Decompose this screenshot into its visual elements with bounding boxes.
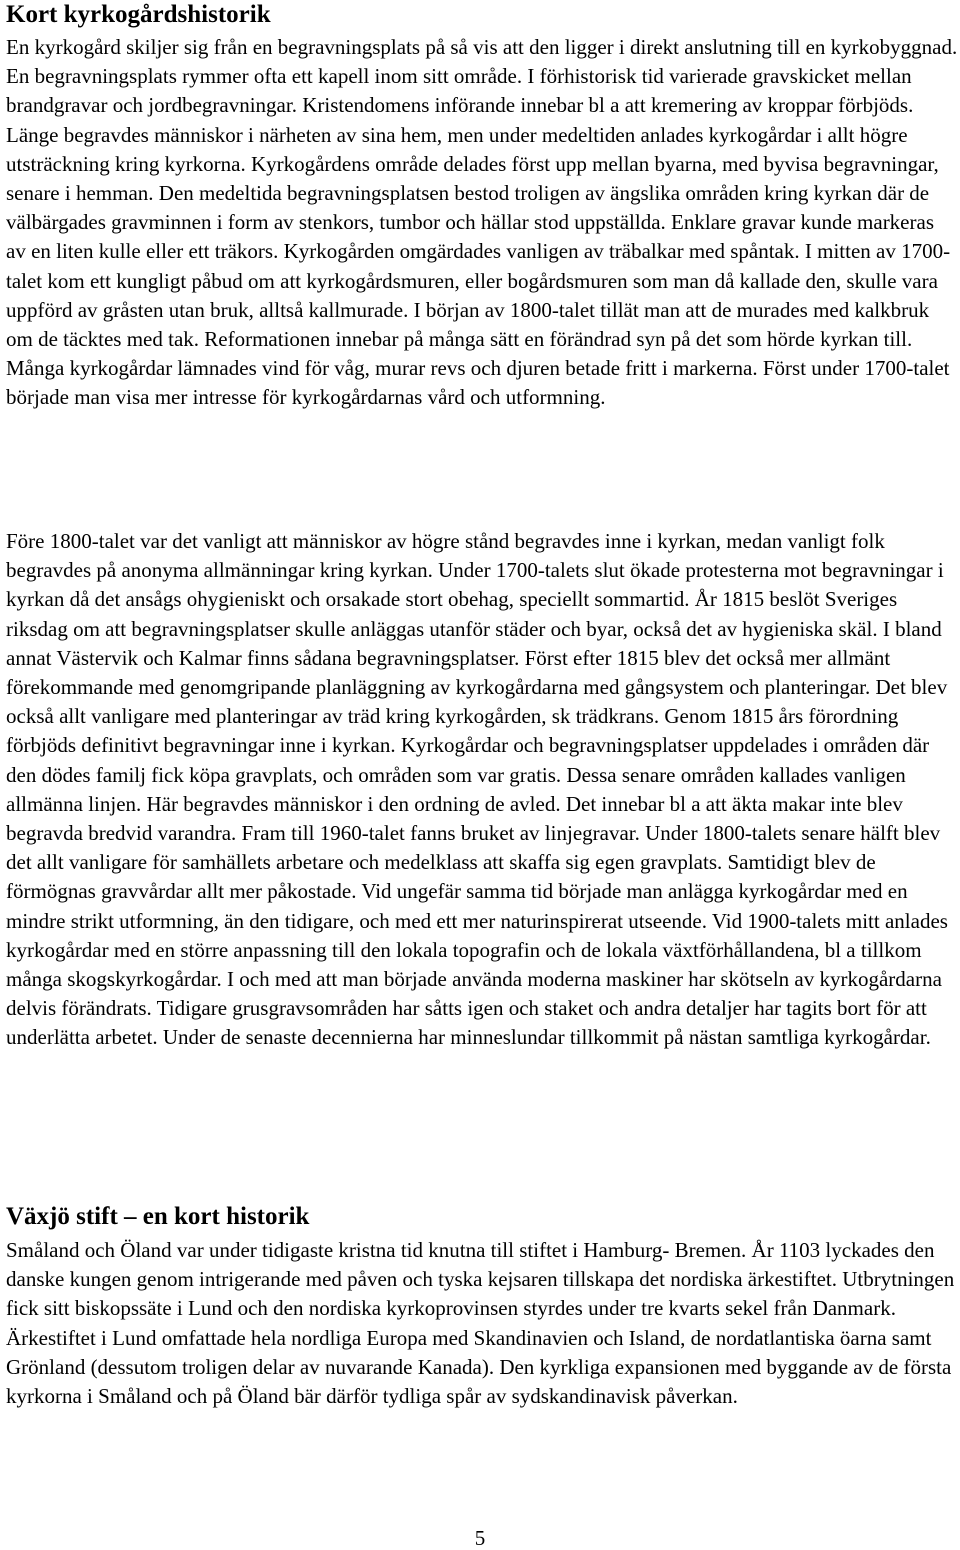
section-burial-practices [6,527,958,1053]
paragraph: Före 1800-talet var det vanligt att människor av högre stånd begravdes inne i kyrkan, medan vanligt folk begravdes på anonyma allmänningar kring kyrkan. Under 1700-talets slut ökade protesterna mot begravningar i kyrkan då det ansågs ohygieniskt och orsakade stort obehag, speciellt sommartid. År 1815 beslöt Sveriges riksdag om att begravningsplatser skulle anläggas utanför städer och byar, också det av hygieniska skäl. I bland annat Västervik och Kalmar finns sådana begravningsplatser. Först efter 1815 blev det också mer allmänt förekommande med genomgripande planläggning av kyrkogårdarna med gångsystem och planteringar. Det blev också allt vanligare med planteringar av träd kring kyrkogården, sk trädkrans. Genom 1815 års förordning förbjöds definitivt begravningar inne i kyrkan. Kyrkogårdar och begravningsplatser uppdelades i områden där den dödes familj fick köpa gravplats, och områden som var gratis. Dessa senare områden kallades vanligen allmänna linjen. Här begravdes människor i den ordning de avled. Det innebar bl a att äkta makar inte blev begravda bredvid varandra. Fram till 1960-talet fanns bruket av linjegravar. Under 1800-talets senare hälft blev det allt vanligare för samhällets arbetare och medelklass att skaffa sig egen gravplats. Samtidigt blev de förmögnas gravvårdar allt mer påkostade. Vid ungefär samma tid började man anlägga kyrkogårdar med en mindre strikt utformning, än den tidigare, och med ett mer naturinspirerat utseende. Vid 1900-talets mitt anlades kyrkogårdar med en större anpassning till den lokala topografin och de lokala växtförhållandena, bl a tillkom många skogskyrkogårdar. I och med att man började använda moderna maskiner har skötseln av kyrkogårdarna delvis förändrats. Tidigare grusgravsområden har såtts igen och staket och andra detaljer har tagits bort för att underlätta arbetet. Under de senaste decennierna har minneslundar tillkommit på nästan samtliga kyrkogårdar. [6,529,948,1050]
section-heading: Kort kyrkogårdshistorik [6,1,271,28]
paragraph: En kyrkogård skiljer sig från en begravningsplats på så vis att den ligger i direkt anslutning till en kyrkobyggnad. En begravningsplats rymmer ofta ett kapell inom sitt område. I förhistorisk tid varierade gravskicket mellan brandgravar och jordbegravningar. Kristendomens införande innebar bl a att kremering av kroppar förbjöds. Länge begravdes människor i närheten av sina hem, men under medeltiden anlades kyrkogårdar i allt högre utsträckning kring kyrkorna. Kyrkogårdens område delades först upp mellan byarna, med byvisa begravningar, senare i hemman. Den medeltida begravningsplatsen bestod troligen av ängslika områden kring kyrkan där de välbärgades gravminnen i form av stenkors, tumbor och hällar stod uppställda. Enklare gravar kunde markeras av en liten kulle eller ett träkors. Kyrkogården omgärdades vanligen av träbalkar med spåntak. I mitten av 1700-talet kom ett kungligt påbud om att kyrkogårdsmuren, eller bogårdsmuren som man då kallade den, skulle vara uppförd av gråsten utan bruk, alltså kallmurade. I början av 1800-talet tillät man att de murades med kalkbruk om de täcktes med tak. Reformationen innebar på många sätt en förändrad syn på det som hörde kyrkan till. Många kyrkogårdar lämnades vind för våg, murar revs och djuren betade fritt i markerna. Först under 1700-talet började man visa mer intresse för kyrkogårdarnas vård och utformning. [6,35,958,410]
paragraph: Småland och Öland var under tidigaste kristna tid knutna till stiftet i Hamburg- Bremen. År 1103 lyckades den danske kungen genom intrigerande med påven och tyska kejsaren tillskapa det nordiska ärkestiftet. Utbrytningen fick sitt biskopssäte i Lund och den nordiska kyrkoprovinsen styrdes under tre kvarts sekel från Danmark. Ärkestiftet i Lund omfattade hela nordliga Europa med Skandinavien och Island, de nordatlantiska öarna samt Grönland (dessutom troligen delar av nuvarande Kanada). Den kyrkliga expansionen med byggande av de första kyrkorna i Småland och på Öland bär därför tydliga spår av sydskandinavisk påverkan. [6,1238,955,1409]
section-heading: Växjö stift – en kort historik [6,1203,310,1230]
page-number: 5 [474,1526,486,1550]
section-cemetery-history [6,0,958,413]
section-vaxjo-diocese [6,1202,958,1411]
